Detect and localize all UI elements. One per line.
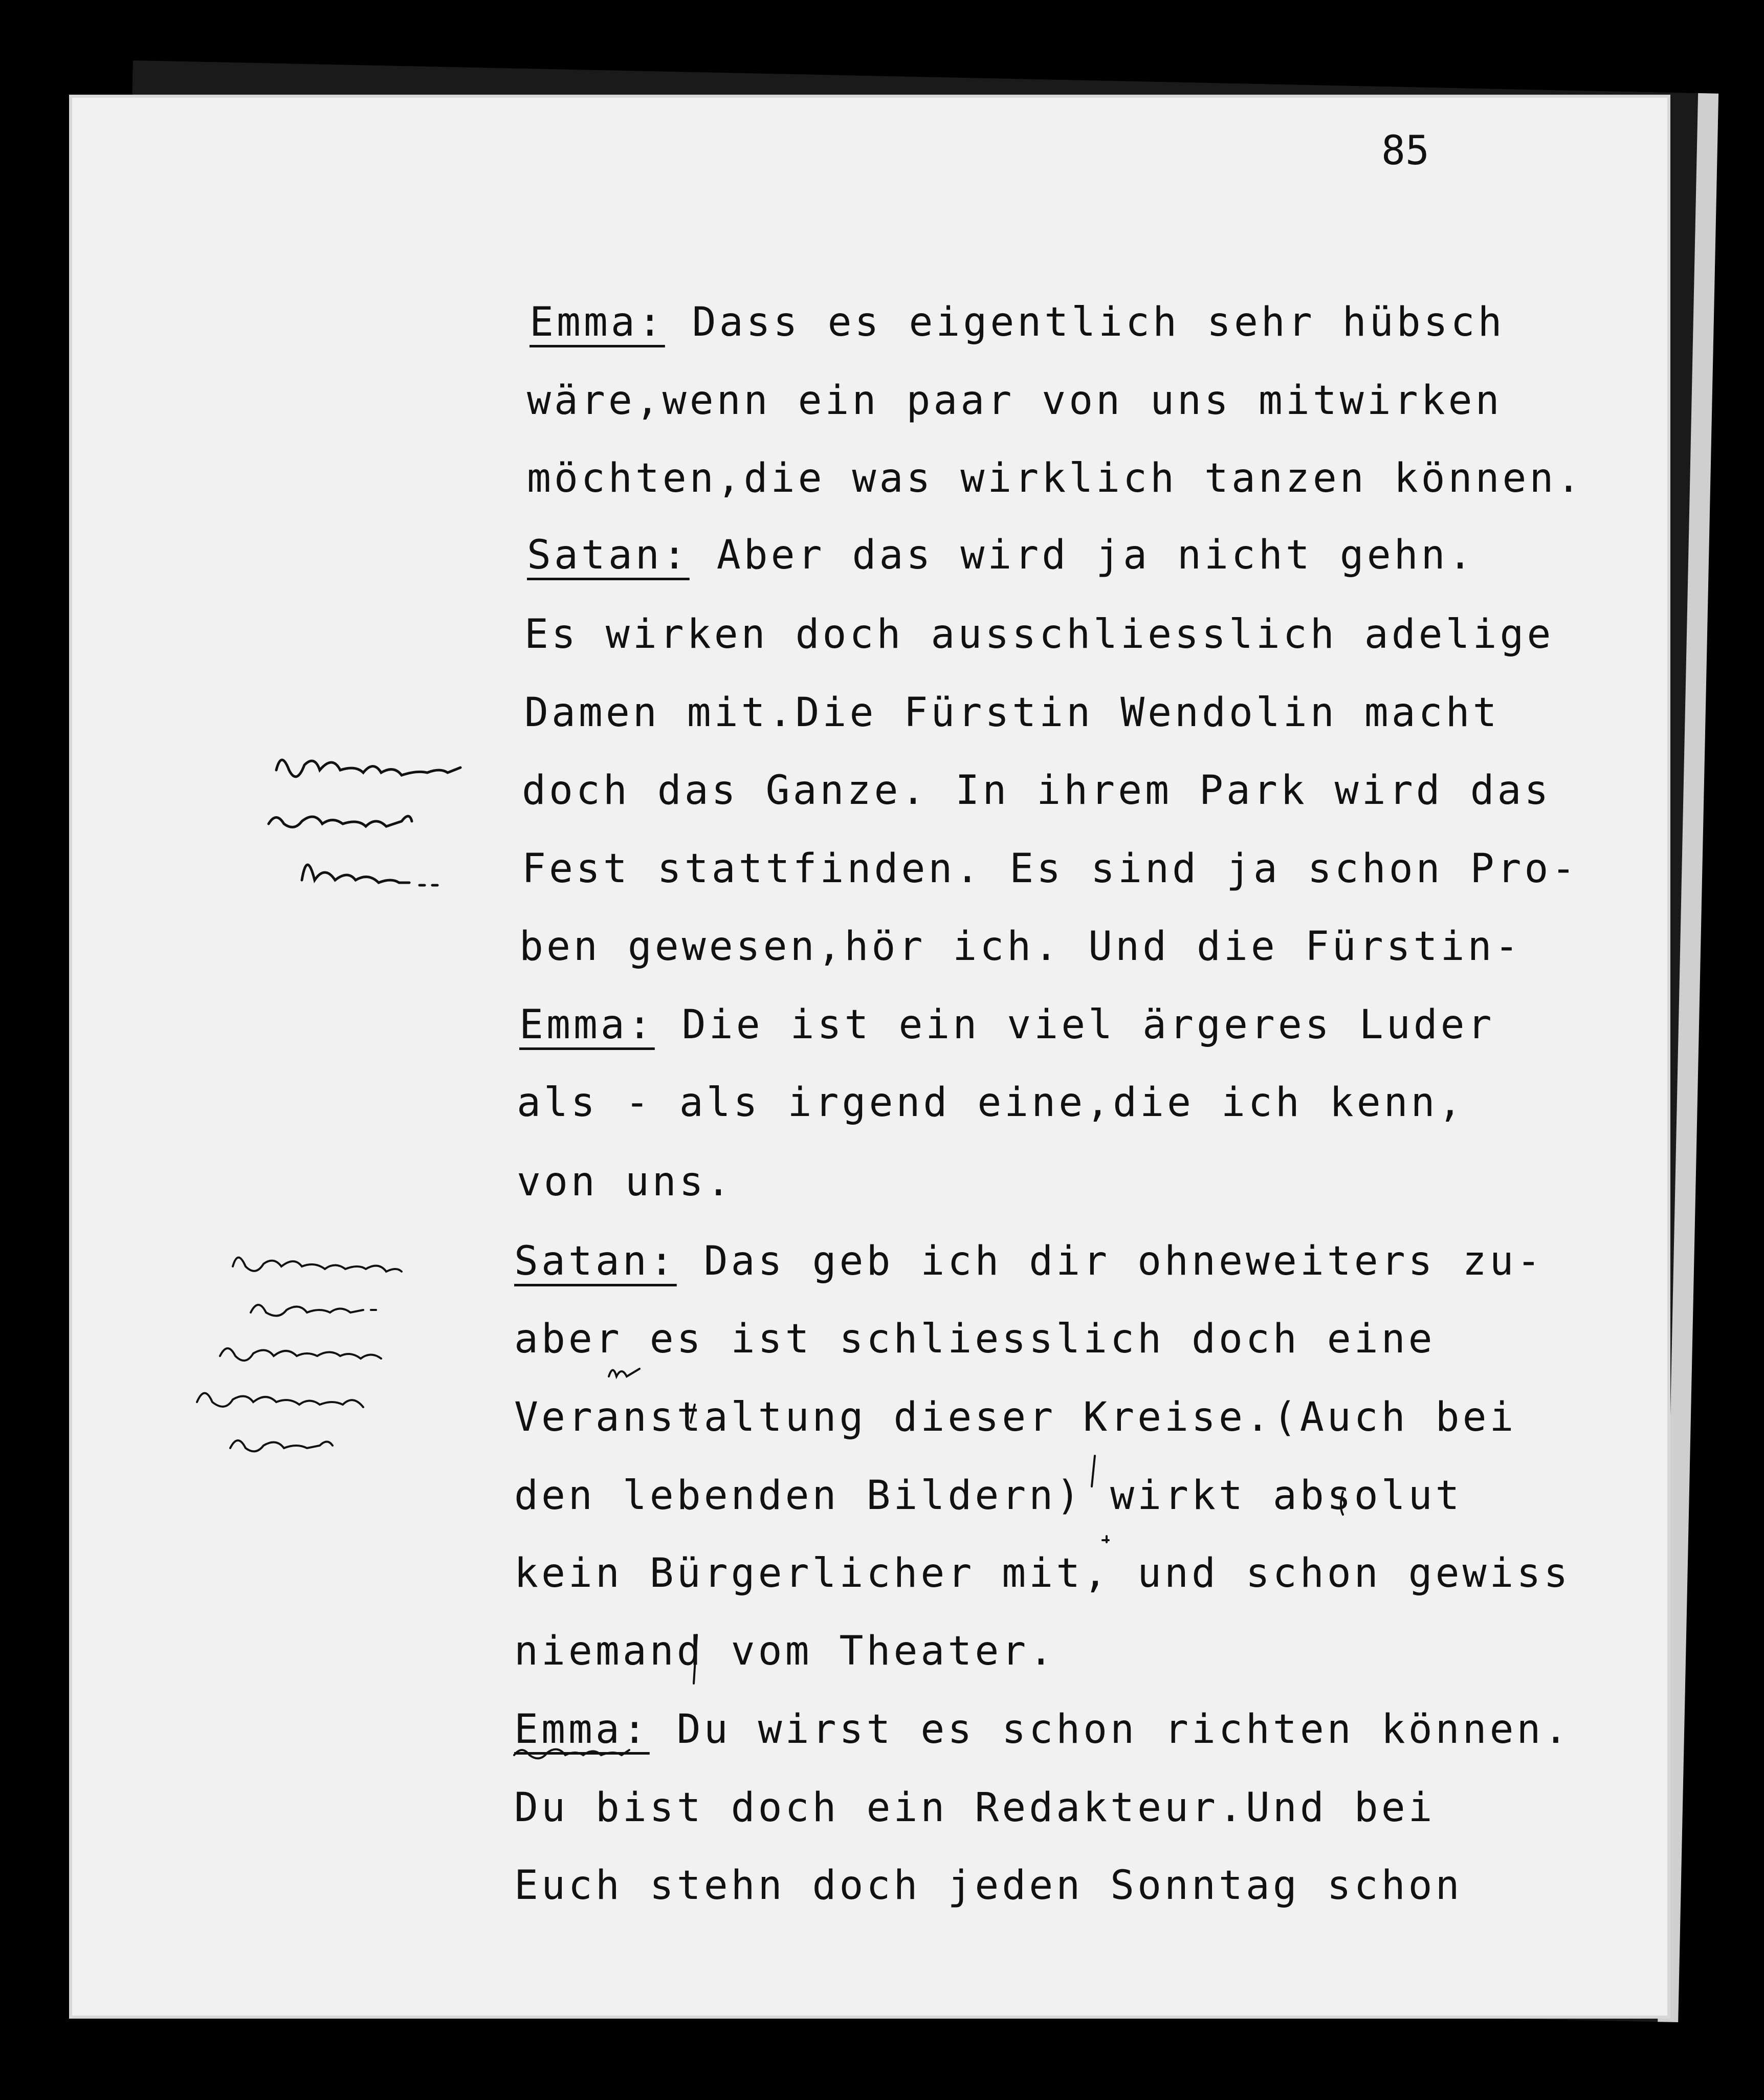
line-text: Aber das wird ja nicht gehn. bbox=[689, 532, 1475, 578]
line-text: von uns. bbox=[517, 1159, 734, 1205]
line-text: Es wirken doch ausschliesslich adelige bbox=[524, 611, 1554, 658]
speaker-label: Satan: bbox=[514, 1238, 677, 1284]
speaker-label: Emma: bbox=[530, 299, 665, 345]
line-text: ben gewesen,hör ich. Und die Fürstin- bbox=[519, 924, 1522, 970]
line-text: niemand vom Theater. bbox=[514, 1628, 1056, 1674]
page-number: 85 bbox=[1381, 128, 1429, 174]
line-text: wäre,wenn ein paar von uns mitwirken bbox=[527, 378, 1503, 424]
line-text: Damen mit.Die Fürstin Wendolin macht bbox=[524, 690, 1500, 736]
speaker-label: Emma: bbox=[519, 1002, 655, 1048]
line-text: kein Bürgerlicher mit, und schon gewiss bbox=[514, 1550, 1571, 1596]
speaker-label: Satan: bbox=[527, 532, 690, 578]
line-text: doch das Ganze. In ihrem Park wird das bbox=[522, 768, 1552, 814]
line-text: Dass es eigentlich sehr hübsch bbox=[665, 299, 1505, 345]
margin-note-bottom bbox=[197, 1258, 402, 1452]
line-text: aber es ist schliesslich doch eine bbox=[514, 1316, 1436, 1362]
line-text: Du wirst es schon richten können. bbox=[649, 1707, 1571, 1753]
line-text: Die ist ein viel ärgeres Luder bbox=[654, 1002, 1495, 1048]
margin-note-top bbox=[269, 760, 460, 885]
line-text: möchten,die was wirklich tanzen können. bbox=[527, 455, 1584, 501]
line-text: den lebenden Bildern) wirkt absolut bbox=[514, 1473, 1463, 1519]
interlinear-corrections bbox=[514, 1369, 1343, 1758]
line-text: Das geb ich dir ohneweiters zu- bbox=[676, 1238, 1544, 1284]
line-text: Euch stehn doch jeden Sonntag schon bbox=[514, 1863, 1463, 1909]
line-text: Du bist doch ein Redakteur.Und bei bbox=[514, 1785, 1436, 1831]
line-text: Fest stattfinden. Es sind ja schon Pro- bbox=[522, 846, 1579, 892]
line-text: Veranstaltung dieser Kreise.(Auch bei bbox=[514, 1394, 1517, 1440]
line-text: als - als irgend eine,die ich kenn, bbox=[517, 1080, 1465, 1126]
speaker-label: Emma: bbox=[514, 1707, 650, 1753]
